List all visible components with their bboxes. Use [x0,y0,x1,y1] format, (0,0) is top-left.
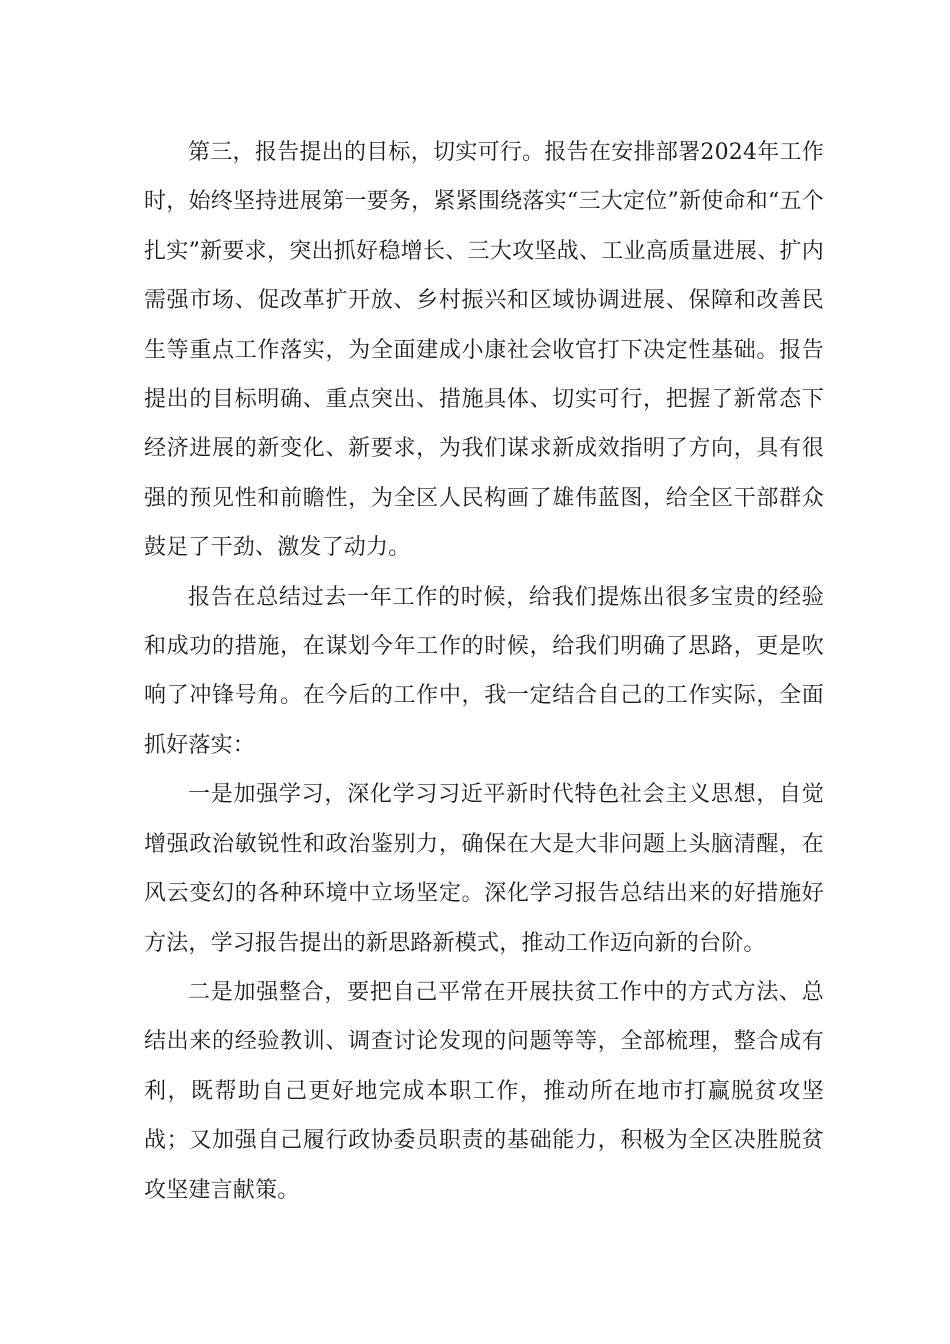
document-body [144,128,824,1215]
paragraph-strengthen-learning: 一是加强学习，深化学习习近平新时代特色社会主义思想，自觉增强政治敏锐性和政治鉴别力，确保在大是大非问题上头脑清醒，在风云变幻的各种环境中立场坚定。深化学习报告总结出来的好措施好方法，学习报告提出的新思路新模式，推动工作迈向新的台阶。 [144,782,824,956]
paragraph-strengthen-integration: 二是加强整合，要把自己平常在开展扶贫工作中的方式方法、总结出来的经验教训、调查讨论发现的问题等等，全部梳理，整合成有利，既帮助自己更好地完成本职工作，推动所在地市打赢脱贫攻坚战；又加强自己履行政协委员职责的基础能力，积极为全区决胜脱贫攻坚建言献策。 [144,979,824,1203]
paragraph-third-goals: 第三，报告提出的目标，切实可行。报告在安排部署2024年工作时，始终坚持进展第一要务，紧紧围绕落实“三大定位”新使命和“五个扎实”新要求，突出抓好稳增长、三大攻坚战、工业高质量进展、扩内需强市场、促改革扩开放、乡村振兴和区域协调进展、保障和改善民生等重点工作落实，为全面建成小康社会收官打下决定性基础。报告提出的目标明确、重点突出、措施具体、切实可行，把握了新常态下经济进展的新变化、新要求，为我们谋求新成效指明了方向，具有很强的预见性和前瞻性，为全区人民构画了雄伟蓝图，给全区干部群众鼓足了干劲、激发了动力。 [144,140,824,561]
paragraph-summary-implementation: 报告在总结过去一年工作的时候，给我们提炼出很多宝贵的经验和成功的措施，在谋划今年工作的时候，给我们明确了思路，更是吹响了冲锋号角。在今后的工作中，我一定结合自己的工作实际，全面抓好落实： [144,584,824,758]
